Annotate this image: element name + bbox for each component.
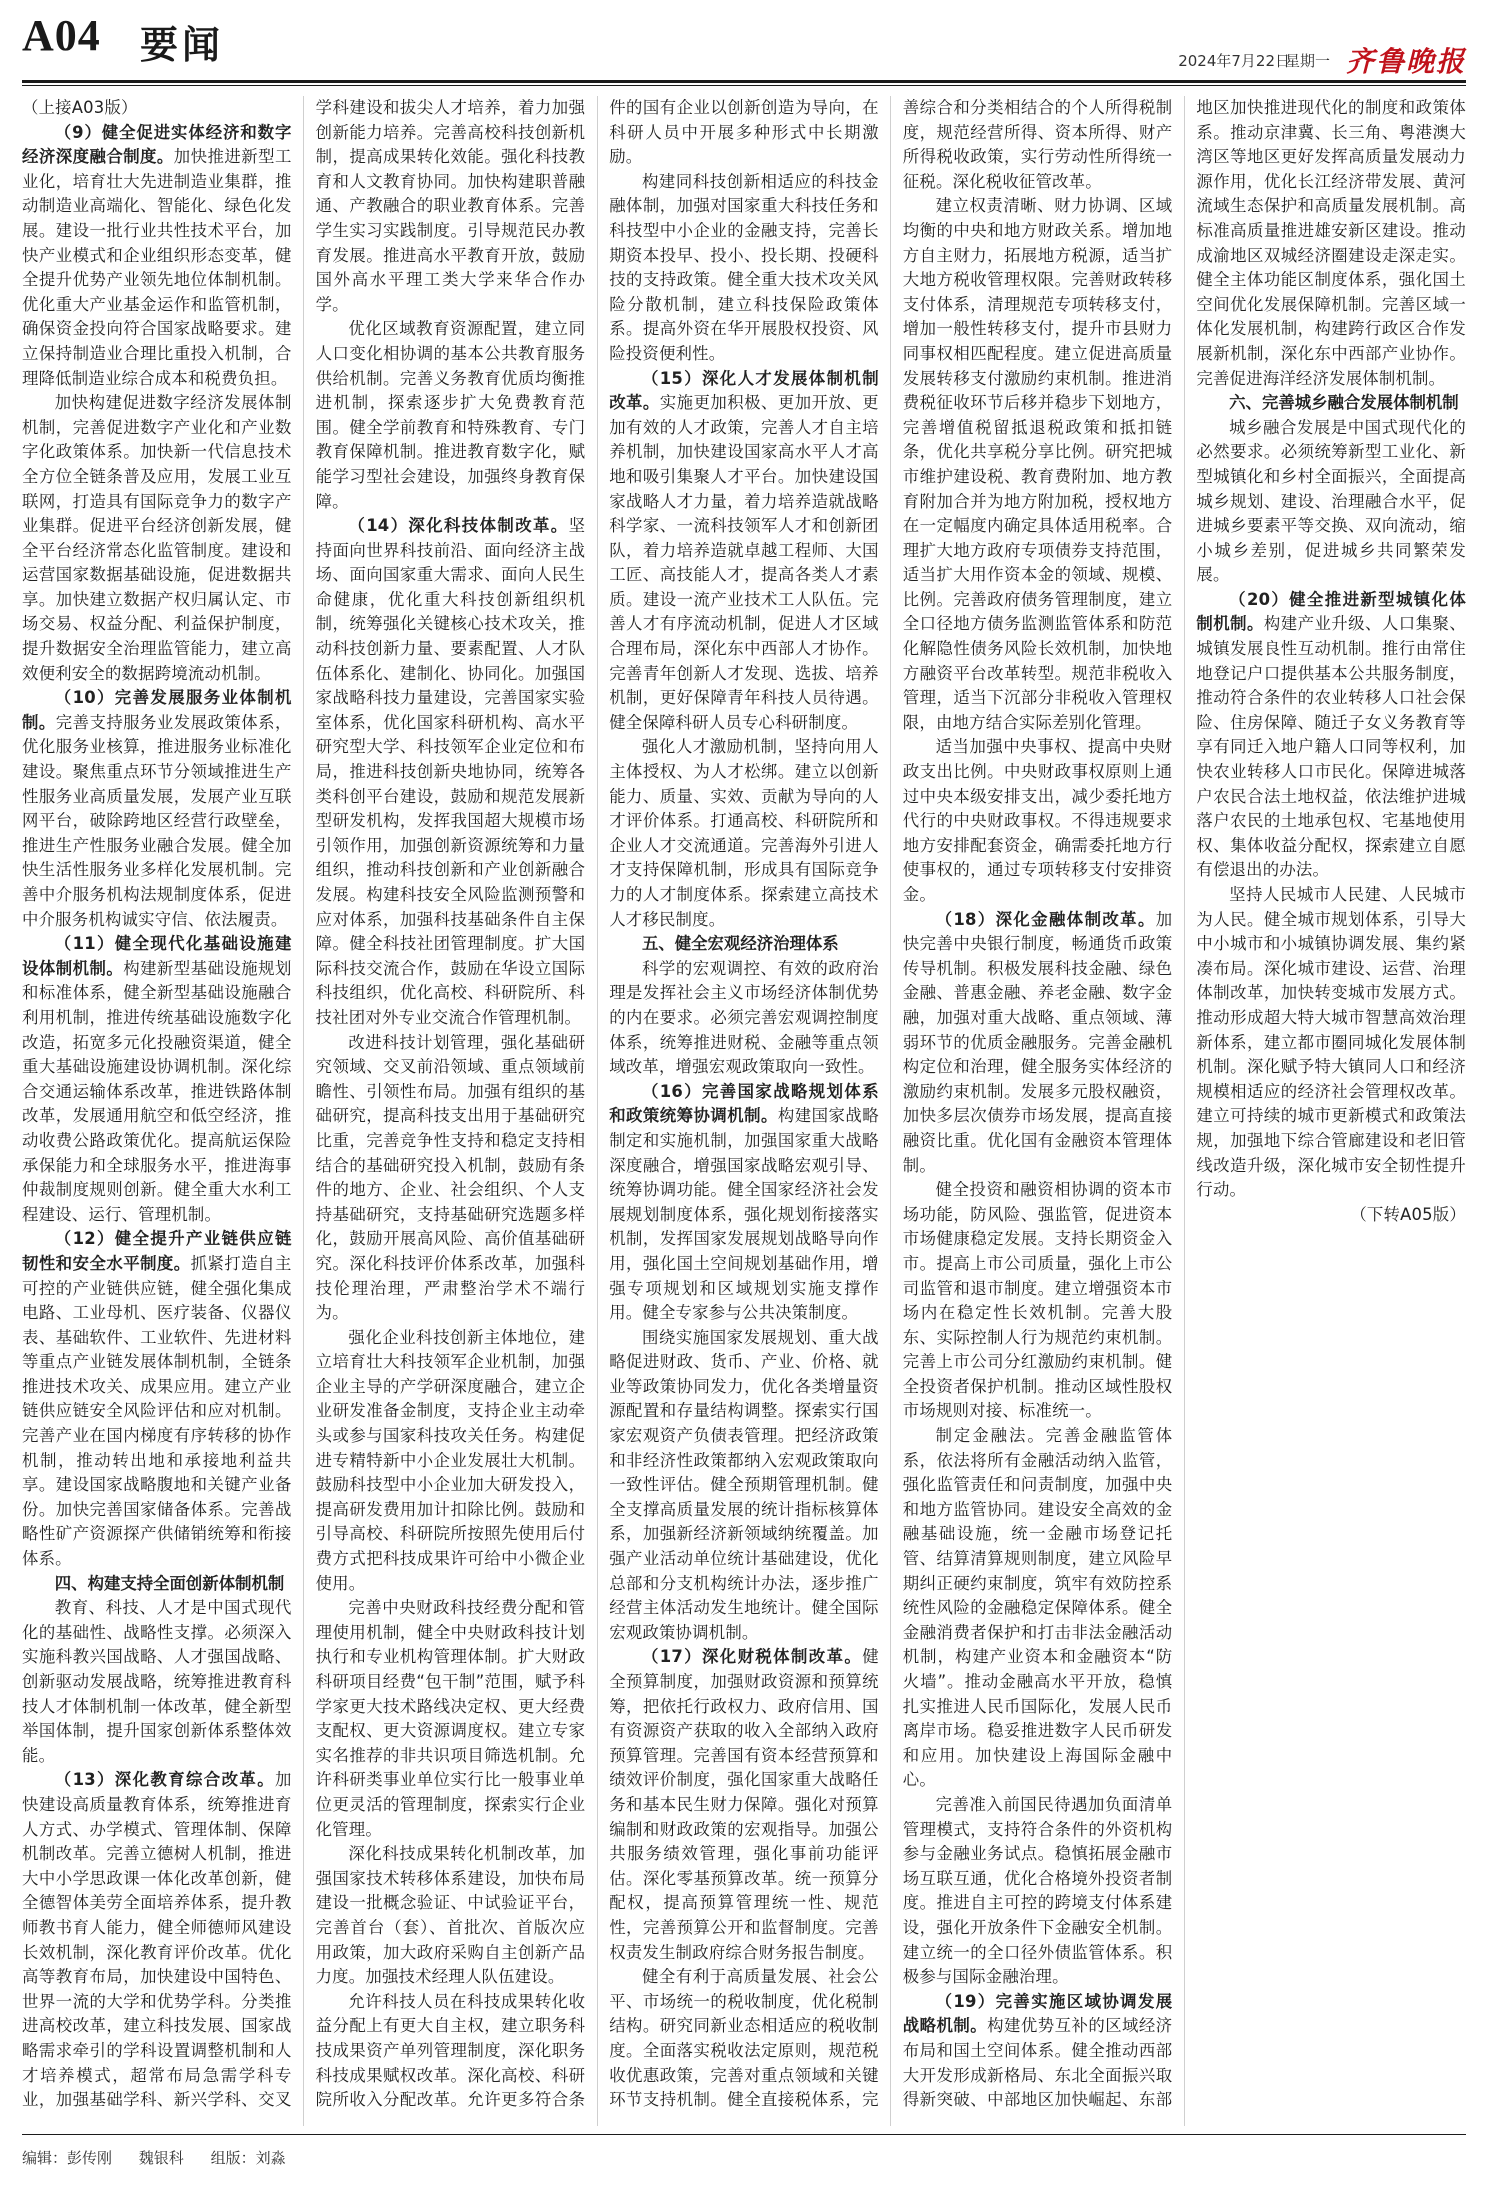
page-number: A04: [22, 11, 101, 60]
paragraph-text: 建立权责清晰、财力协调、区域均衡的中央和地方财政关系。增加地方自主财力，拓展地方税源，适当扩大地方税收管理权限。完善财政转移支付体系，清理规范专项转移支付，增加一般性转移支付，提升市县财力同事权相匹配程度。建立促进高质量发展转移支付激励约束机制。推进消费税征收环节后移并稳步下划地方，完善增值税留抵退税政策和抵扣链条，优化共享税分享比例。研究把城市维护建设税、教育费附加、地方教育附加合并为地方附加税，授权地方在一定幅度内确定具体适用税率。合理扩大地方政府专项债券支持范围，适当扩大用作资本金的领域、规模、比例。完善政府债务管理制度，建立全口径地方债务监测监管体系和防范化解隐性债务风险长效机制，加快地方融资平台改革转型。规范非税收入管理，适当下沉部分非税收入管理权限，由地方结合实际差别化管理。: [902, 196, 1173, 732]
paragraph-text: 允许科技人员在科技成果转化收益分配上有更大自主权，建立职务科技成果资产单列管理制度，深化职务科技成果赋权改革。深化高校、科研院所收入分配改革。允许更多符合条件的国有企业以创新创造为导向，在科研人员中开展多种形式中长期激励。: [315, 98, 879, 2110]
paragraph-lead: （14）深化科技体制改革。: [348, 516, 569, 536]
paragraph-text: 实施更加积极、更加开放、更加有效的人才政策，完善人才自主培养机制，加快建设国家高水平人才高地和吸引集聚人才平台。加快建设国家战略人才力量，着力培养造就战略科学家、一流科技领军人才和创新团队，着力培养造就卓越工程师、大国工匠、高技能人才，提高各类人才素质。建设一流产业技术工人队伍。完善人才有序流动机制，促进人才区域合理布局，深化东中西部人才协作。完善青年创新人才发现、选拔、培养机制，更好保障青年科技人员待遇。健全保障科研人员专心科研制度。: [609, 393, 879, 732]
header-rule-thin: [22, 85, 1466, 86]
paragraph-text: 抓紧打造自主可控的产业链供应链，健全强化集成电路、工业母机、医疗装备、仪器仪表、基础软件、工业软件、先进材料等重点产业链发展体制机制，全链条推进技术攻关、成果应用。建立产业链供应链安全风险评估和应对机制。完善产业在国内梯度有序转移的协作机制，推动转出地和承接地利益共享。建设国家战略腹地和关键产业备份。加快完善国家储备体系。完善战略性矿产资源探产供储销统筹和衔接体系。: [22, 1253, 292, 1569]
article-paragraph: [903, 908, 1173, 1179]
article-paragraph: [1196, 416, 1466, 588]
section-heading: 四、构建支持全面创新体制机制: [54, 1573, 285, 1593]
paragraph-lead: （9）健全促进实体经济和数字经济深度融合制度。: [22, 122, 292, 167]
article-paragraph: [22, 1596, 292, 1768]
paragraph-lead: （10）完善发展服务业体制机制。: [22, 688, 292, 732]
footer-rule: [22, 2134, 1466, 2135]
paragraph-text: 适当加强中央事权、提高中央财政支出比例。中央财政事权原则上通过中央本级安排支出，减少委托地方代行的中央财政事权。不得违规要求地方安排配套资金，确需委托地方行使事权的，通过专项转移支付安排资金。: [902, 737, 1173, 904]
article-paragraph: [22, 391, 292, 686]
article-paragraph: [609, 170, 879, 367]
paragraph-text: 围绕实施国家发展规划、重大战略促进财政、货币、产业、价格、就业等政策协同发力，优化各类增量资源配置和存量结构调整。探索实行国家宏观资产负债表管理。把经济政策和非经济性政策都纳入宏观政策取向一致性评估。健全预期管理机制。健全支撑高质量发展的统计指标核算体系，加强新经济新领域纳统覆盖。加强产业活动单位统计基础建设，优化总部和分支机构统计办法，逐步推广经营主体活动发生地统计。健全国际宏观政策协调机制。: [609, 1327, 879, 1642]
paragraph-text: 坚持人民城市人民建、人民城市为人民。健全城市规划体系，引导大中小城市和小城镇协调发展、集约紧凑布局。深化城市建设、运营、治理体制改革，加快转变城市发展方式。推动形成超大特大城市智慧高效治理新体系，建立都市圈同城化发展体制机制。深化赋予特大镇同人口和经济规模相适应的经济社会管理权改革。建立可持续的城市更新模式和政策法规，加强地下综合管廊建设和老旧管线改造升级，深化城市安全韧性提升行动。: [1196, 885, 1466, 1200]
article-paragraph: [316, 1326, 586, 1597]
article-paragraph: [609, 1326, 879, 1646]
article-paragraph: [22, 686, 292, 932]
paragraph-text: 深化科技成果转化机制改革，加强国家技术转移体系建设，加快布局建设一批概念验证、中试验证平台，完善首台（套）、首批次、首版次应用政策，加大政府采购自主创新产品力度。加强技术经理人队伍建设。: [315, 1844, 586, 1987]
newspaper-logo: 齐鲁晚报: [1345, 45, 1466, 78]
article-paragraph: [22, 932, 292, 1227]
article-paragraph: [609, 735, 879, 932]
paragraph-text: 加快推进新型工业化，培育壮大先进制造业集群，推动制造业高端化、智能化、绿色化发展。建设一批行业共性技术平台，加快产业模式和企业组织形态变革，健全提升优势产业领先地位体制机制。优化重大产业基金运作和监管机制，确保资金投向符合国家战略要求。建立保持制造业合理比重投入机制，合理降低制造业综合成本和税费负担。: [22, 147, 292, 388]
paragraph-text: 优化区域教育资源配置，建立同人口变化相协调的基本公共教育服务供给机制。完善义务教育优质均衡推进机制，探索逐步扩大免费教育范围。健全学前教育和特殊教育、专门教育保障机制。推进教育数字化，赋能学习型社会建设，加强终身教育保障。: [315, 319, 586, 511]
paragraph-text: 加快建设高质量教育体系，统筹推进育人方式、办学模式、管理体制、保障机制改革。完善立德树人机制，推进大中小学思政课一体化改革创新，健全德智体美劳全面培养体系，提升教师教书育人能力，健全师德师风建设长效机制，深化教育评价改革。优化高等教育布局，加快建设中国特色、世界一流的大学和优势学科。分类推进高校改革，建立科技发展、国家战略需求牵引的学科设置调整机制和人才培养模式，超常布局急需学科专业，加强基础学科、新兴学科、交叉学科建设和拔尖人才培养，着力加强创新能力培养。完善高校科技创新机制，提高成果转化效能。强化科技教育和人文教育协同。加快构建职普融通、产教融合的职业教育体系。完善学生实习实践制度。引导规范民办教育发展。推进高水平教育开放，鼓励国外高水平理工类大学来华合作办学。: [22, 98, 586, 2110]
article-paragraph: [903, 194, 1173, 735]
header-rule: [22, 80, 1466, 83]
article-paragraph: [903, 1424, 1173, 1793]
article-paragraph: [316, 514, 586, 1030]
paragraph-lead: （11）健全现代化基础设施建设体制机制。: [22, 934, 292, 978]
paragraph-text: 加快构建促进数字经济发展体制机制，完善促进数字产业化和产业数字化政策体系。加快新一代信息技术全方位全链条普及应用，发展工业互联网，打造具有国际竞争力的数字产业集群。促进平台经济创新发展，健全平台经济常态化监管制度。建设和运营国家数据基础设施，促进数据共享。加快建立数据产权归属认定、市场交易、权益分配、利益保护制度，提升数据安全治理监管能力，建立高效便利安全的数据跨境流动机制。: [22, 393, 292, 683]
section-heading: 六、完善城乡融合发展体制机制: [1229, 393, 1459, 413]
paragraph-text: 构建新型基础设施规划和标准体系，健全新型基础设施融合利用机制，推进传统基础设施数字化改造，拓宽多元化投融资渠道，健全重大基础设施建设协调机制。深化综合交通运输体系改革，推进铁路体制改革，发展通用航空和低空经济，推动收费公路政策优化。提高航运保险承保能力和全球服务水平，推进海事仲裁制度规则创新。健全重大水利工程建设、运行、管理机制。: [22, 958, 292, 1224]
layout-credit: 组版：刘淼: [210, 2149, 286, 2167]
paragraph-text: 构建优势互补的区域经济布局和国土空间体系。健全推动西部大开发形成新格局、东北全面振兴取得新突破、中部地区加快崛起、东部地区加快推进现代化的制度和政策体系。推动京津冀、长三角、粤港澳大湾区等地区更好发挥高质量发展动力源作用，优化长江经济带发展、黄河流域生态保护和高质量发展机制。高标准高质量推进雄安新区建设。推动成渝地区双城经济圈建设走深走实。健全主体功能区制度体系，强化国土空间优化发展保障机制。完善区域一体化发展机制，构建跨行政区合作发展新机制，深化东中西部产业协作。完善促进海洋经济发展体制机制。: [902, 98, 1466, 2110]
article-body: [22, 96, 1466, 2126]
paragraph-text: 科学的宏观调控、有效的政府治理是发挥社会主义市场经济体制优势的内在要求。必须完善宏观调控制度体系，统筹推进财税、金融等重点领域改革，增强宏观政策取向一致性。: [609, 958, 879, 1077]
paragraph-text: 加快完善中央银行制度，畅通货币政策传导机制。积极发展科技金融、绿色金融、普惠金融、养老金融、数字金融，加强对重大战略、重点领域、薄弱环节的优质金融服务。完善金融机构定位和治理，健全服务实体经济的激励约束机制。发展多元股权融资，加快多层次债券市场发展，提高直接融资比重。优化国有金融资本管理体制。: [902, 909, 1173, 1175]
paragraph-text: 坚持面向世界科技前沿、面向经济主战场、面向国家重大需求、面向人民生命健康，优化重大科技创新组织机制，统筹强化关键核心技术攻关，推动科技创新力量、要素配置、人才队伍体系化、建制化、协同化。加强国家战略科技力量建设，完善国家实验室体系，优化国家科研机构、高水平研究型大学、科技领军企业定位和布局，推进科技创新央地协同，统筹各类科创平台建设，鼓励和规范发展新型研发机构，发挥我国超大规模市场引领作用，加强创新资源统筹和力量组织，推动科技创新和产业创新融合发展。构建科技安全风险监测预警和应对体系，加强科技基础条件自主保障。健全科技社团管理制度。扩大国际科技交流合作，鼓励在华设立国际科技组织，优化高校、科研院所、科技社团对外专业交流合作管理机制。: [315, 516, 586, 1027]
editor-credit-2: 魏银科: [138, 2149, 184, 2167]
article-paragraph: [316, 1031, 586, 1326]
paragraph-text: 完善中央财政科技经费分配和管理使用机制，健全中央财政科技计划执行和专业机构管理体制。扩大财政科研项目经费“包干制”范围，赋予科学家更大技术路线决定权、更大经费支配权、更大资源调度权。建立专家实名推荐的非共识项目筛选机制。允许科研类事业单位实行比一般事业单位更灵活的管理制度，探索实行企业化管理。: [315, 1598, 586, 1839]
paragraph-text: 构建国家战略制定和实施机制，加强国家重大战略深度融合，增强国家战略宏观引导、统筹协调功能。健全国家经济社会发展规划制度体系，强化规划衔接落实机制，发挥国家发展规划战略导向作用，强化国土空间规划基础作用，增强专项规划和区域规划实施支撑作用。健全专家参与公共决策制度。: [609, 1106, 879, 1323]
article-paragraph: [22, 1227, 292, 1571]
article-paragraph: [609, 1080, 879, 1326]
article-paragraph: [22, 121, 292, 392]
continued-from: （上接A03版）: [22, 98, 138, 117]
paragraph-text: 教育、科技、人才是中国式现代化的基础性、战略性支撑。必须深入实施科教兴国战略、人才强国战略、创新驱动发展战略，统筹推进教育科技人才体制机制一体改革，健全新型举国体制，提升国家创新体系整体效能。: [22, 1598, 292, 1765]
article-paragraph: [1196, 588, 1466, 883]
issue-weekday: 星期一: [1284, 52, 1330, 70]
masthead: [22, 10, 1466, 76]
footer-credits: [22, 2147, 308, 2168]
article-paragraph: [316, 1596, 586, 1842]
paragraph-text: 完善支持服务业发展政策体系，优化服务业核算，推进服务业标准化建设。聚焦重点环节分领域推进生产性服务业高质量发展，发展产业互联网平台，破除跨地区经营行政壁垒，推进生产性服务业融合发展。健全加快生活性服务业多样化发展机制。完善中介服务机构法规制度体系，促进中介服务机构诚实守信、依法履责。: [22, 712, 292, 929]
paragraph-lead: （20）健全推进新型城镇化体制机制。: [1196, 589, 1466, 634]
paragraph-lead: （13）深化教育综合改革。: [54, 1770, 275, 1790]
paragraph-text: 改进科技计划管理，强化基础研究领域、交叉前沿领域、重点领域前瞻性、引领性布局。加强有组织的基础研究，提高科技支出用于基础研究比重，完善竞争性支持和稳定支持相结合的基础研究投入机制，鼓励有条件的地方、企业、社会组织、个人支持基础研究，支持基础研究选题多样化，鼓励开展高风险、高价值基础研究。深化科技评价体系改革，加强科技伦理治理，严肃整治学术不端行为。: [315, 1032, 586, 1323]
paragraph-lead: （16）完善国家战略规划体系和政策统筹协调机制。: [609, 1081, 879, 1126]
article-paragraph: [609, 957, 879, 1080]
article-paragraph: [609, 367, 879, 736]
paragraph-text: 健全投资和融资相协调的资本市场功能，防风险、强监管，促进资本市场健康稳定发展。支持长期资金入市。提高上市公司质量，强化上市公司监管和退市制度。建立增强资本市场内在稳定性长效机制。完善大股东、实际控制人行为规范约束机制。完善上市公司分红激励约束机制。健全投资者保护机制。推动区域性股权市场规则对接、标准统一。: [902, 1180, 1173, 1421]
paragraph-text: 强化企业科技创新主体地位，建立培育壮大科技领军企业机制，加强企业主导的产学研深度融合，建立企业研发准备金制度，支持企业主动牵头或参与国家科技攻关任务。构建促进专精特新中小企业发展壮大机制。鼓励科技型中小企业加大研发投入，提高研发费用加计扣除比例。鼓励和引导高校、科研院所按照先使用后付费方式把科技成果许可给中小微企业使用。: [315, 1327, 586, 1593]
paragraph-lead: （17）深化财税体制改革。: [641, 1647, 863, 1667]
editor-credit: 编辑：彭传刚: [22, 2149, 113, 2167]
article-paragraph: [903, 1793, 1173, 1990]
paragraph-text: 制定金融法。完善金融监管体系，依法将所有金融活动纳入监管，强化监管责任和问责制度，加强中央和地方监管协同。建设安全高效的金融基础设施，统一金融市场登记托管、结算清算规则制度，建立风险早期纠正硬约束制度，筑牢有效防控系统性风险的金融稳定保障体系。健全金融消费者保护和打击非法金融活动机制，构建产业资本和金融资本“防火墙”。推动金融高水平开放，稳慎扎实推进人民币国际化，发展人民币离岸市场。稳妥推进数字人民币研发和应用。加快建设上海国际金融中心。: [902, 1426, 1173, 1790]
paragraph-lead: （15）深化人才发展体制机制改革。: [609, 368, 879, 413]
paragraph-text: 构建同科技创新相适应的科技金融体制，加强对国家重大科技任务和科技型中小企业的金融支持，完善长期资本投早、投小、投长期、投硬科技的支持政策。健全重大技术攻关风险分散机制，建立科技保险政策体系。提高外资在华开展股权投资、风险投资便利性。: [609, 171, 879, 363]
paragraph-lead: （12）健全提升产业链供应链韧性和安全水平制度。: [22, 1229, 292, 1273]
paragraph-text: 健全有利于高质量发展、社会公平、市场统一的税收制度，优化税制结构。研究同新业态相适应的税收制度。全面落实税收法定原则，规范税收优惠政策，完善对重点领域和关键环节支持机制。健全直接税体系，完善综合和分类相结合的个人所得税制度，规范经营所得、资本所得、财产所得税收政策，实行劳动性所得统一征税。深化税收征管改革。: [609, 98, 1173, 2110]
article-paragraph: [609, 1645, 879, 1965]
section-title: 要闻: [140, 22, 225, 67]
paragraph-lead: （19）完善实施区域协调发展战略机制。: [902, 1991, 1173, 2036]
paragraph-text: 城乡融合发展是中国式现代化的必然要求。必须统筹新型工业化、新型城镇化和乡村全面振兴，全面提高城乡规划、建设、治理融合水平，促进城乡要素平等交换、双向流动，缩小城乡差别，促进城乡共同繁荣发展。: [1196, 417, 1466, 585]
section-heading: 五、健全宏观经济治理体系: [641, 934, 839, 954]
article-paragraph: [903, 1178, 1173, 1424]
article-paragraph: [316, 1842, 586, 1990]
paragraph-text: 健全预算制度，加强财政资源和预算统筹，把依托行政权力、政府信用、国有资源资产获取的收入全部纳入政府预算管理。完善国有资本经营预算和绩效评价制度，强化国家重大战略任务和基本民生财力保障。强化对预算编制和财政政策的宏观指导。加强公共服务绩效管理，强化事前功能评估。深化零基预算改革。统一预算分配权，提高预算管理统一性、规范性，完善预算公开和监督制度。完善权责发生制政府综合财务报告制度。: [609, 1647, 879, 1962]
article-paragraph: [1196, 883, 1466, 1203]
continued-to: （下转A05版）: [1350, 1204, 1466, 1224]
paragraph-text: 强化人才激励机制，坚持向用人主体授权、为人才松绑。建立以创新能力、质量、实效、贡献为导向的人才评价体系。打通高校、科研院所和企业人才交流通道。完善海外引进人才支持保障机制，形成具有国际竞争力的人才制度体系。探索建立高技术人才移民制度。: [609, 737, 879, 929]
issue-date: 2024年7月22日: [1178, 52, 1290, 70]
paragraph-text: 构建产业升级、人口集聚、城镇发展良性互动机制。推行由常住地登记户口提供基本公共服务制度，推动符合条件的农业转移人口社会保险、住房保障、随迁子女义务教育等享有同迁入地户籍人口同等权利，加快农业转移人口市民化。保障进城落户农民合法土地权益，依法维护进城落户农民的土地承包权、宅基地使用权、集体收益分配权，探索建立自愿有偿退出的办法。: [1196, 614, 1466, 880]
paragraph-lead: （18）深化金融体制改革。: [935, 909, 1156, 929]
article-paragraph: [903, 735, 1173, 907]
paragraph-text: 完善准入前国民待遇加负面清单管理模式，支持符合条件的外资机构参与金融业务试点。稳慎拓展金融市场互联互通，优化合格境外投资者制度。推进自主可控的跨境支付体系建设，强化开放条件下金融安全机制。建立统一的全口径外债监管体系。积极参与国际金融治理。: [902, 1794, 1173, 1987]
article-paragraph: [316, 317, 586, 514]
